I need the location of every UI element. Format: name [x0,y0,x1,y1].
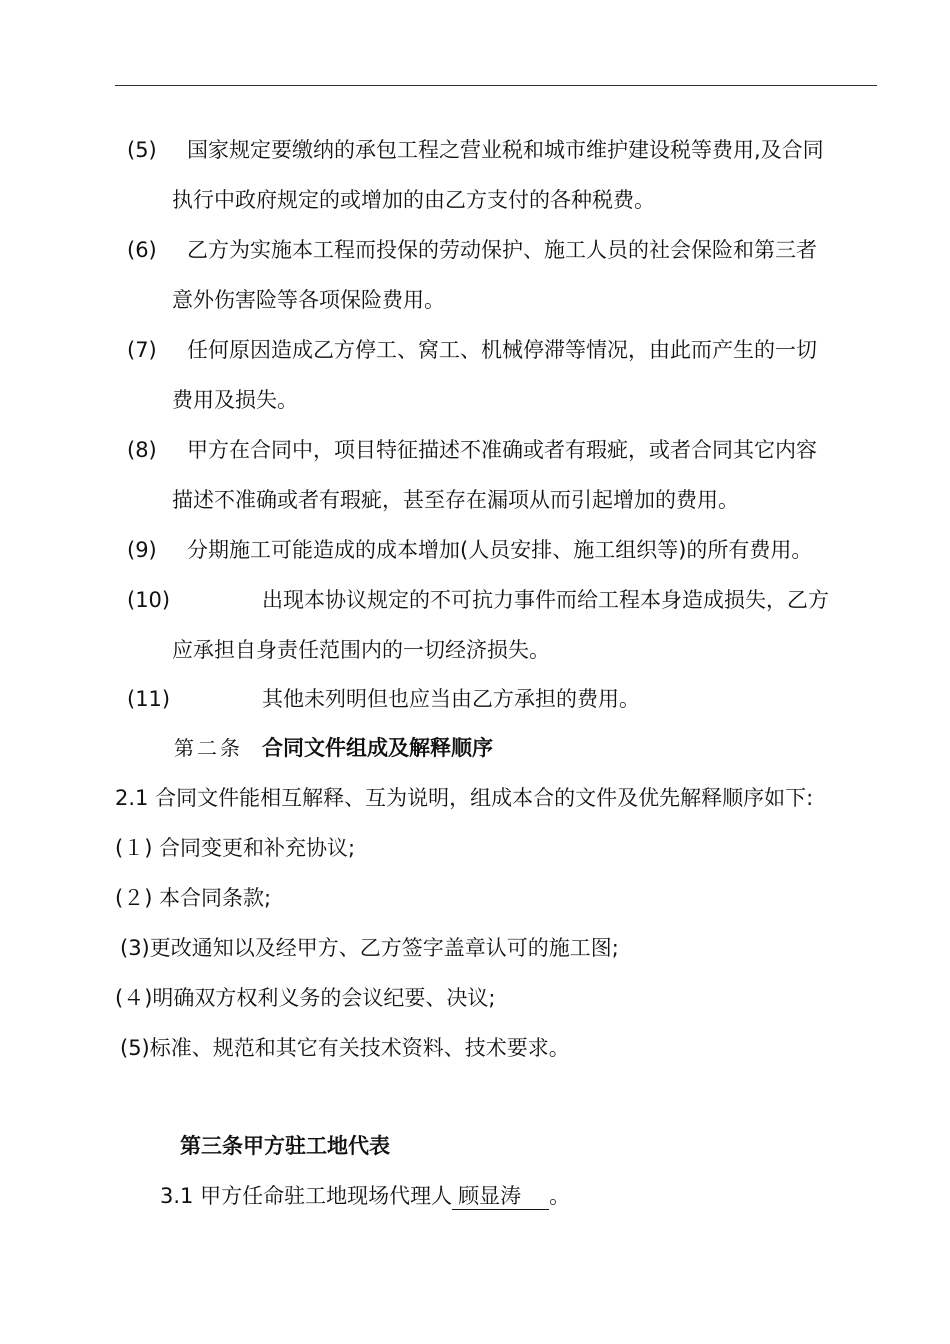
item-text: 乙方为实施本工程而投保的劳动保护、施工人员的社会保险和第三者 [187,238,817,262]
item-number: (5) [127,138,157,162]
header-rule [115,85,877,86]
item-text: 任何原因造成乙方停工、窝工、机械停滞等情况，由此而产生的一切 [187,338,817,362]
item-number: (9) [127,538,157,562]
item-number: (6) [127,238,157,262]
item-number: (11) [127,687,171,711]
item-text: 出现本协议规定的不可抗力事件而给工程本身造成损失，乙方 [262,588,829,612]
item-text-continued: 意外伤害险等各项保险费用。 [172,288,445,312]
item-text: 分期施工可能造成的成本增加(人员安排、施工组织等)的所有费用。 [187,538,813,562]
item-text: 国家规定要缴纳的承包工程之营业税和城市维护建设税等费用,及合同 [187,138,824,162]
clause-prefix: 3.1 甲方任命驻工地现场代理人 [160,1184,453,1208]
item-number: (7) [127,338,157,362]
article-three-heading: 第三条甲方驻工地代表 [180,1134,390,1158]
document-list-item: (１) 合同变更和补充协议; [115,836,356,860]
item-text-continued: 应承担自身责任范围内的一切经济损失。 [172,638,550,662]
representative-name-field: 顾显涛 [452,1183,549,1210]
item-number: (10) [127,588,171,612]
document-list-item: (3)更改通知以及经甲方、乙方签字盖章认可的施工图; [120,936,619,960]
list-item [127,135,157,165]
item-text: 其他未列明但也应当由乙方承担的费用。 [262,687,640,711]
item-text-continued: 执行中政府规定的或增加的由乙方支付的各种税费。 [172,188,655,212]
article-two-title: 合同文件组成及解释顺序 [262,736,493,760]
document-list-item: (４)明确双方权利义务的会议纪要、决议; [115,986,496,1010]
article-two-label: 第二条 [174,736,243,760]
item-text-continued: 描述不准确或者有瑕疵，甚至存在漏项从而引起增加的费用。 [172,488,739,512]
article-three-clause [160,1181,570,1211]
item-text: 甲方在合同中，项目特征描述不准确或者有瑕疵，或者合同其它内容 [187,438,817,462]
clause-suffix: 。 [549,1184,571,1208]
article-two-intro: 2.1 合同文件能相互解释、互为说明，组成本合的文件及优先解释顺序如下: [115,786,814,810]
document-list-item: (２) 本合同条款; [115,886,272,910]
item-number: (8) [127,438,157,462]
item-text-continued: 费用及损失。 [172,388,298,412]
document-list-item: (5)标准、规范和其它有关技术资料、技术要求。 [120,1036,570,1060]
